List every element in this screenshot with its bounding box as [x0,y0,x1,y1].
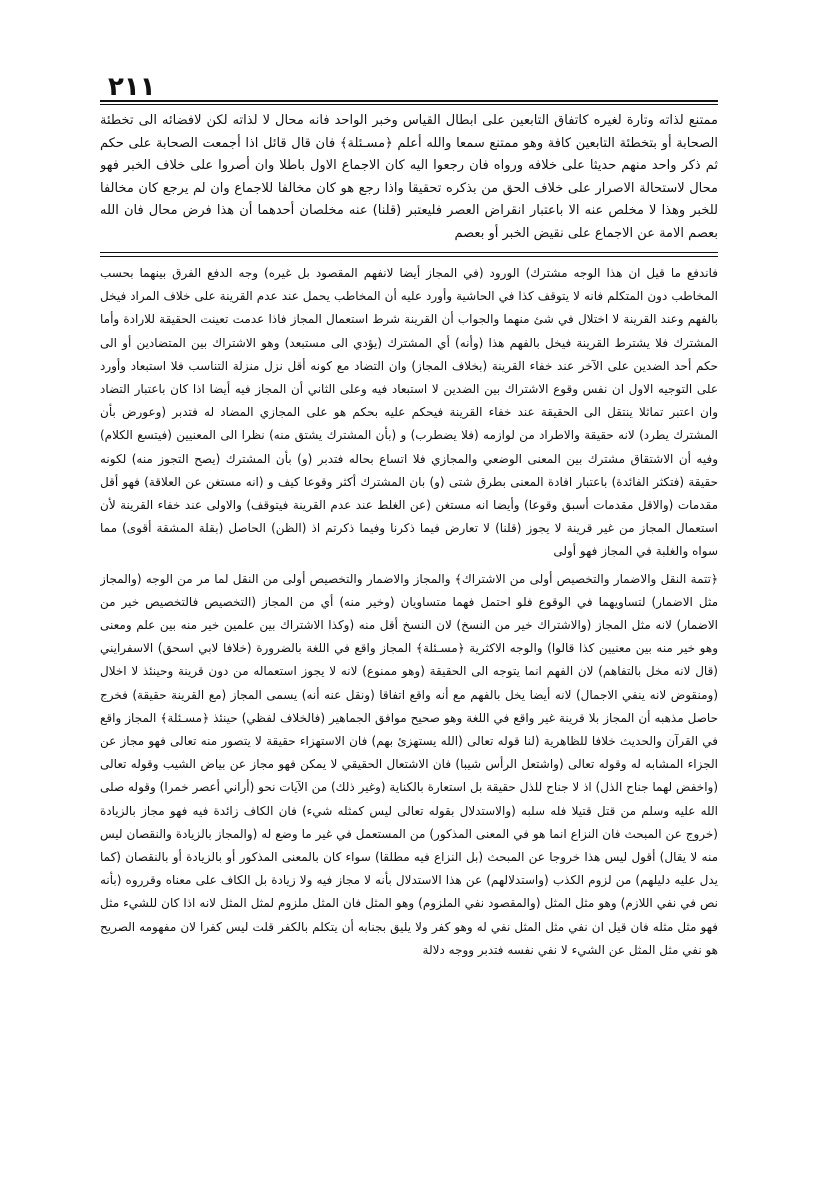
commentary-paragraph: فاندفع ما قيل ان هذا الوجه مشترك) الورود (في المجاز أيضا لانفهم المقصود بل غيره) وجه الدفع الفرق بينهما بحسب المخاطب دون المتكلم فانه لا يتوقف كذا في الحاشية وأورد عليه أن المخاطب يحمل عند عدم القرينة على خلاف المراد فيخل بالفهم وعند القرينة لا اختلال في شئ منهما والجواب أن القرينة شرط استعمال المجاز فاذا عدمت تعينت الحقيقة للارادة وأما المشترك فلا يشترط القرينة فيخل بالفهم هذا (وأنه) أي المشترك (يؤدي الى مستبعد) وهو الاشتراك بين المتضادين أو الى حكم أحد الضدين على الآخر عند خفاء القرينة (بخلاف المجاز) وان التضاد مع كونه أقل نزل منزلة التناسب فلا استبعاد وأورد على التوجيه الاول ان نفس وقوع الاشتراك بين الضدين لا استبعاد فيه وعلى الثاني أن المجاز فيه أيضا اذا كان باعتبار التضاد وان اعتبر تماثلا ينتقل الى الحقيقة عند خفاء القرينة فيحكم عليه بحكم هو على المجازي المضاد له فتدبر (وعورض بأن المشترك يطرد) لانه حقيقة والاطراد من لوازمه (فلا يضطرب) و (بأن المشترك يشتق منه) نظرا الى المعنيين (فيتسع الكلام) وفيه أن الاشتقاق مشترك بين المعنى الوضعي والمجازي فلا اتساع بحاله فتدبر (و) بأن المشترك (يصح التجوز منه) لكونه حقيقة (فتكثر الفائدة) باعتبار افادة المعنى بطرق شتى (و) بان المشترك أكثر وقوعا كيف و (انه مستغن عن العلاقة) فهو أقل مقدمات (والاقل مقدمات أسبق وقوعا) وأيضا انه مستغن (عن الغلط عند عدم القرينة فيتوقف) والاولى عند خفاء القرينة لأن استعمال المجاز من غير قرينة لا يجوز (قلنا) لا تعارض فيما ذكرنا وفيما ذكرتم اذ (الظن) الحاصل (بقلة المشقة أقوى) مما سواه والغلبة في المجاز فهو أولى [100,266,718,559]
main-text-paragraph: ممتنع لذاته وتارة لغيره كاتفاق التابعين على ابطال القياس وخبر الواحد فانه محال لا لذاته لكن لافضائه الى تخطئة الصحابة أو بتخطئة التابعين كافة وهو ممتنع سمعا والله أعلم ﴿مسـئلة﴾ فان قال قائل اذا أجمعت الصحابة على حكم ثم ذكر واحد منهم حديثا على خلافه ورواه فان رجعوا اليه كان الاجماع الاول باطلا وان أصروا على خلاف الخبر فهو محال لاستحالة الاصرار على خلاف الحق من بذكره تحقيقا واذا رجع هو كان مخالفا للاجماع وان لم يرجع كان مخالفا للخبر وهذا لا مخلص عنه الا باعتبار انقراض العصر فليعتبر (قلنا) عنه مخلصان أحدهما أن هذا فرض محال فان الله بعصم الامة عن الاجماع على نقيض الخبر أو بعصم [100,113,718,241]
separator-rule [100,252,718,253]
main-text [100,110,718,246]
commentary-text [100,262,718,1082]
separator-rule-inner [100,256,718,257]
commentary-paragraph: ﴿تتمة النقل والاضمار والتخصيص أولى من الاشتراك﴾ والمجاز والاضمار والتخصيص أولى من النقل لما مر من الوجه (والمجاز مثل الاضمار) لتساويهما في الوقوع فلو احتمل فهما متساويان (وخير منه) أي من المجاز (التخصيص فالتخصيص خير من الاضمار) لانه مثل المجاز (والاشتراك خير من النسخ) لان النسخ أقل منه (وكذا الاشتراك بين علمين خير منه بين علم ومعنى وهو خير منه بين معنيين كذا قالوا) والوجه الاكثرية ﴿مسـئلة﴾ المجاز واقع في اللغة بالضرورة (خلافا لابي اسحق) الاسفرايني (قال لانه مخل بالتفاهم) لان الفهم انما يتوجه الى الحقيقة (وهو ممنوع) لانه لا يجوز استعماله من دون قرينة وحينئذ لا اخلال (ومنقوض لانه ينفي الاجمال) لانه أيضا يخل بالفهم مع أنه واقع اتفاقا (ونقل عنه أنه) يسمى المجاز (مع القرينة حقيقة) فخرج حاصل مذهبه أن المجاز بلا قرينة غير واقع في اللغة وهو صحيح موافق الجماهير (فالخلاف لفظي) حينئذ ﴿مسـئلة﴾ المجاز واقع في القرآن والحديث خلافا للظاهرية (لنا قوله تعالى (الله يستهزئ بهم) فان الاستهزاء حقيقة لا يتصور منه تعالى فهو مجاز عن الجزاء المشابه له وقوله تعالى (واشتعل الرأس شيبا) فان الاشتعال الحقيقي لا يمكن فهو مجاز عن بياض الشيب وقوله تعالى (واخفض لهما جناح الذل) اذ لا جناح للذل حقيقة بل استعارة بالكناية (وغير ذلك) من الآيات نحو (أراني أعصر خمرا) وقوله صلى الله عليه وسلم من قتل قتيلا فله سلبه (والاستدلال بقوله تعالى ليس كمثله شيء) فان الكاف زائدة فيه فهو مجاز بالزيادة (خروج عن المبحث فان النزاع انما هو في المعنى المذكور) من المستعمل في غير ما وضع له (والمجاز بالزيادة والنقصان ليس منه لا يقال) أقول ليس هذا خروجا عن المبحث (بل النزاع فيه مطلقا) سواء كان بالمعنى المذكور أو بالزيادة أو بالنقصان (كما يدل عليه دليلهم) من لزوم الكذب (واستدلالهم) عن هذا الاستدلال بأنه لا مجاز فيه ولا زيادة بل الكاف على معناه وقرروه (بأنه نص في نفي اللازم) وهو مثل المثل (والمقصود نفي الملزوم) وهو المثل فان المثل ملزوم لمثل المثل لانه اذا كان للشيء مثل فهو مثل مثله فان قيل ان نفي مثل المثل نفي له وهو كفر ولا يليق بجنابه أن يتكلم بالكفر قلت ليس كفرا لان مفهومه الصريح هو نفي مثل المثل عن الشيء لا نفي نفسه فتدبر ووجه دلالة [100,571,718,957]
page-number: ٢١١ [108,72,156,102]
top-rule [100,100,718,102]
top-rule-inner [100,104,718,105]
